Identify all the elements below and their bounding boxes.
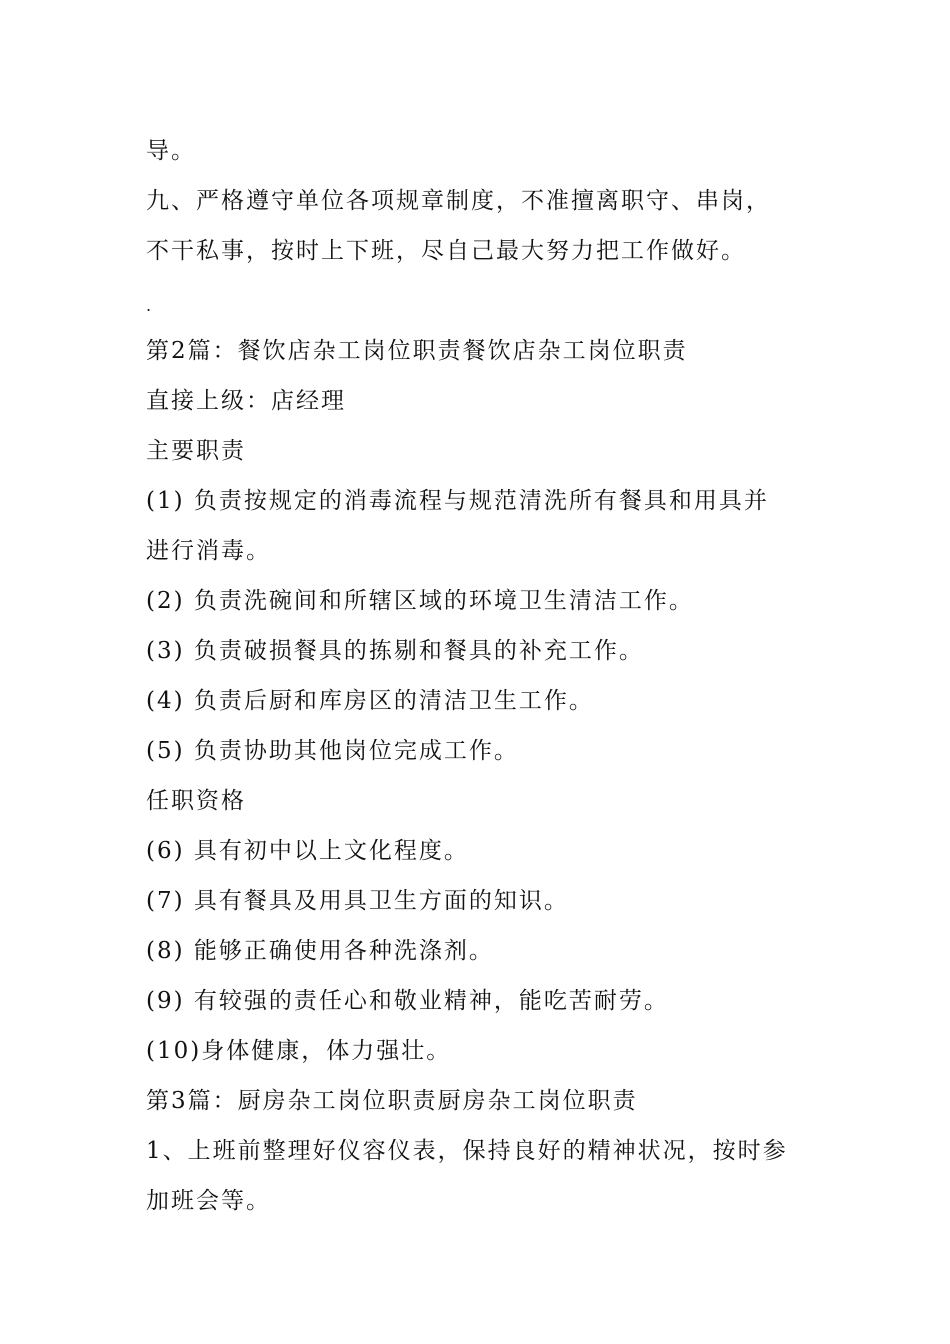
stray-dot: . (146, 296, 152, 315)
list-item: (4) 负责后厨和库房区的清洁卫生工作。 (146, 688, 594, 714)
list-item: (9) 有较强的责任心和敬业精神，能吃苦耐劳。 (146, 988, 669, 1014)
list-item: (3) 负责破损餐具的拣剔和餐具的补充工作。 (146, 638, 644, 664)
list-item: (2) 负责洗碗间和所辖区域的环境卫生清洁工作。 (146, 588, 694, 614)
list-item: (1) 负责按规定的消毒流程与规范清洗所有餐具和用具并 (146, 488, 769, 514)
list-item: (7) 具有餐具及用具卫生方面的知识。 (146, 888, 569, 914)
list-item: (8) 能够正确使用各种洗涤剂。 (146, 938, 494, 964)
section-heading: 第3篇：厨房杂工岗位职责厨房杂工岗位职责 (146, 1088, 638, 1114)
list-item: 1、上班前整理好仪容仪表，保持良好的精神状况，按时参 (146, 1138, 788, 1164)
text-line: 直接上级：店经理 (146, 388, 346, 414)
list-item: (6) 具有初中以上文化程度。 (146, 838, 469, 864)
list-item: (5) 负责协助其他岗位完成工作。 (146, 738, 519, 764)
subheading: 任职资格 (146, 788, 246, 814)
list-item: (10)身体健康，体力强壮。 (146, 1038, 452, 1064)
subheading: 主要职责 (146, 438, 246, 464)
section-heading: 第2篇：餐饮店杂工岗位职责餐饮店杂工岗位职责 (146, 338, 688, 364)
text-line: 不干私事，按时上下班，尽自己最大努力把工作做好。 (146, 238, 746, 264)
text-line: 加班会等。 (146, 1188, 271, 1214)
text-line: 九、严格遵守单位各项规章制度，不准擅离职守、串岗， (146, 188, 771, 214)
text-line: 导。 (146, 138, 196, 164)
text-line: 进行消毒。 (146, 538, 271, 564)
